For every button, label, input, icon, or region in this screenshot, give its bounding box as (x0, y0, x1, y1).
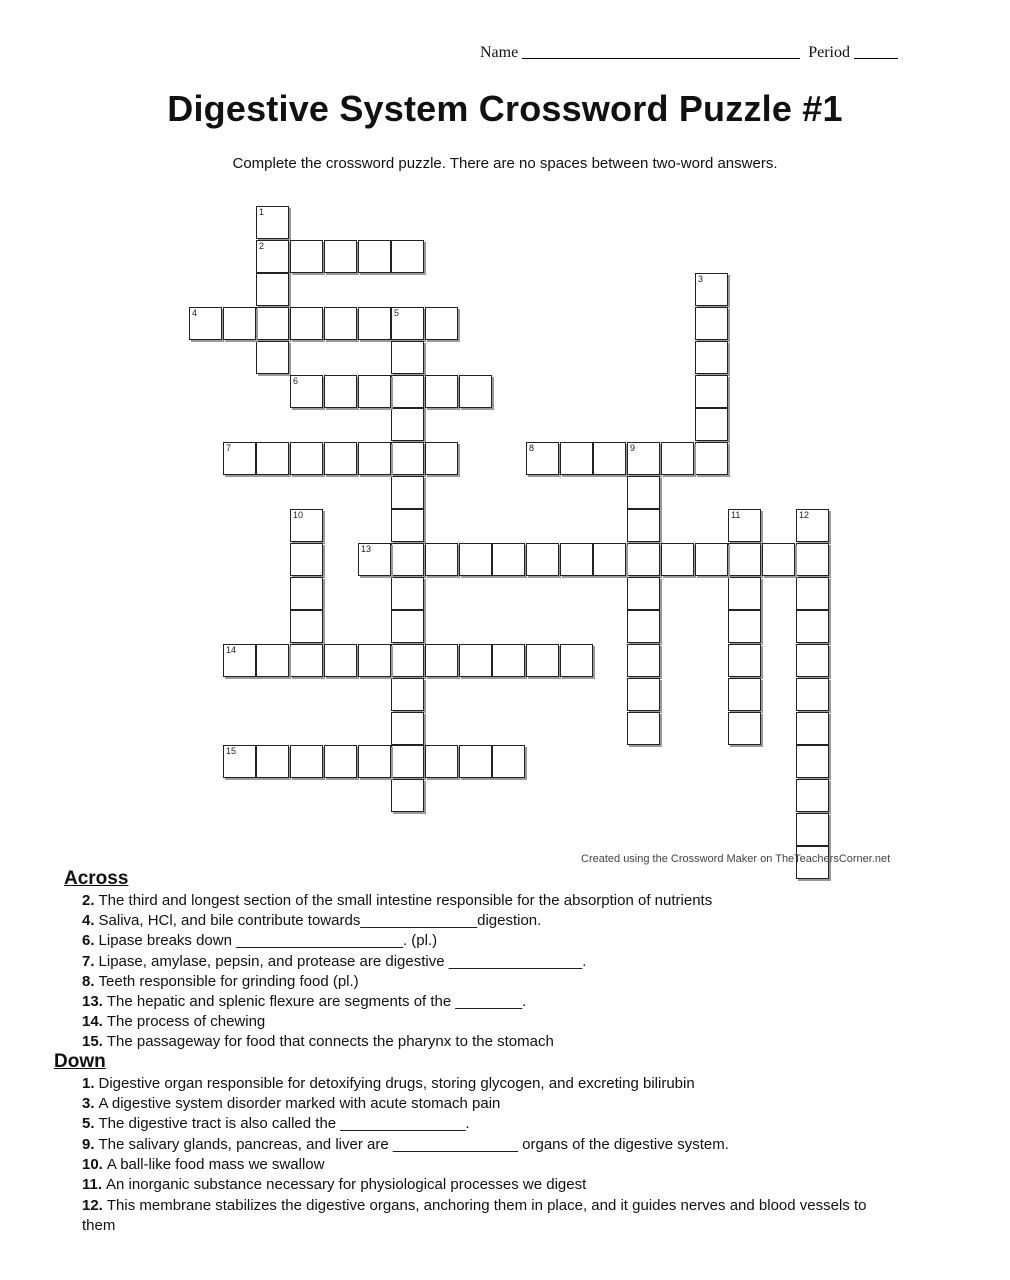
crossword-cell[interactable] (290, 509, 323, 542)
crossword-cell[interactable] (391, 442, 424, 475)
clue-text: A ball-like food mass we swallow (106, 1155, 325, 1173)
crossword-cell[interactable] (290, 577, 323, 610)
crossword-cell[interactable] (728, 678, 761, 711)
clue-text: Lipase, amylase, pepsin, and protease are digestive ________________. (98, 952, 587, 970)
crossword-cell[interactable] (324, 644, 357, 677)
clue-number: 10 (293, 510, 304, 520)
crossword-cell[interactable] (728, 712, 761, 745)
credit-text: Created using the Crossword Maker on TheTeachersCorner.net (581, 853, 891, 865)
crossword-cell[interactable] (627, 678, 660, 711)
crossword-cell[interactable] (796, 712, 829, 745)
clue-number: 15. (82, 1033, 103, 1051)
clue-number: 14 (226, 645, 237, 655)
crossword-cell[interactable] (290, 610, 323, 643)
crossword-cell[interactable] (796, 509, 829, 542)
crossword-cell[interactable] (492, 644, 525, 677)
clue-number: 8. (82, 972, 95, 990)
crossword-cell[interactable] (627, 476, 660, 509)
crossword-cell[interactable] (796, 779, 829, 812)
crossword-cell[interactable] (695, 408, 728, 441)
down-clue (82, 1156, 324, 1173)
clue-number: 12 (799, 510, 810, 520)
crossword-cell[interactable] (796, 644, 829, 677)
crossword-cell[interactable] (695, 442, 728, 475)
crossword-cell[interactable] (526, 442, 559, 475)
crossword-cell[interactable] (492, 745, 525, 778)
crossword-cell[interactable] (256, 442, 289, 475)
period-label: Period (808, 44, 850, 61)
clue-number: 4. (82, 912, 95, 930)
crossword-cell[interactable] (728, 509, 761, 542)
clue-text: A digestive system disorder marked with acute stomach pain (98, 1095, 501, 1113)
instructions: Complete the crossword puzzle. There are no spaces between two-word answers. (232, 155, 778, 172)
crossword-cell[interactable] (391, 779, 424, 812)
clue-number: 7 (226, 443, 232, 453)
crossword-cell[interactable] (526, 543, 559, 576)
crossword-cell[interactable] (391, 476, 424, 509)
down-clue (82, 1095, 500, 1112)
crossword-cell[interactable] (728, 577, 761, 610)
clue-number: 3. (82, 1095, 95, 1113)
crossword-cell[interactable] (796, 745, 829, 778)
clue-number: 14. (82, 1013, 103, 1031)
across-clue (82, 932, 437, 949)
clue-number: 10. (82, 1155, 103, 1173)
crossword-cell[interactable] (425, 307, 458, 340)
clue-number: 7. (82, 952, 95, 970)
crossword-cell[interactable] (627, 610, 660, 643)
crossword-cell[interactable] (560, 543, 593, 576)
clue-number: 12. (82, 1197, 103, 1215)
crossword-cell[interactable] (796, 813, 829, 846)
crossword-cell[interactable] (290, 240, 323, 273)
crossword-cell[interactable] (391, 610, 424, 643)
clue-text: Saliva, HCl, and bile contribute towards______________digestion. (98, 912, 542, 930)
crossword-cell[interactable] (661, 543, 694, 576)
clue-text: Lipase breaks down ____________________. (pl.) (98, 932, 438, 950)
clue-number: 8 (529, 443, 535, 453)
across-clue (82, 953, 586, 970)
clue-number: 5. (82, 1115, 95, 1133)
crossword-cell[interactable] (695, 307, 728, 340)
crossword-cell[interactable] (627, 712, 660, 745)
crossword-cell[interactable] (391, 678, 424, 711)
crossword-cell[interactable] (459, 375, 492, 408)
clue-number: 6. (82, 932, 95, 950)
crossword-cell[interactable] (762, 543, 795, 576)
crossword-cell[interactable] (256, 206, 289, 239)
crossword-cell[interactable] (290, 644, 323, 677)
crossword-cell[interactable] (358, 442, 391, 475)
crossword-cell[interactable] (256, 307, 289, 340)
crossword-cell[interactable] (728, 543, 761, 576)
crossword-cell[interactable] (796, 610, 829, 643)
crossword-cell[interactable] (695, 273, 728, 306)
crossword-cell[interactable] (593, 543, 626, 576)
clue-number: 11. (82, 1176, 103, 1193)
crossword-cell[interactable] (290, 375, 323, 408)
clue-number: 5 (394, 308, 400, 318)
crossword-cell[interactable] (728, 644, 761, 677)
crossword-cell[interactable] (223, 745, 256, 778)
crossword-cell[interactable] (425, 644, 458, 677)
crossword-cell[interactable] (256, 341, 289, 374)
crossword-cell[interactable] (425, 442, 458, 475)
crossword-cell[interactable] (459, 745, 492, 778)
across-clue (82, 1033, 554, 1050)
crossword-cell[interactable] (526, 644, 559, 677)
down-heading: Down (54, 1051, 106, 1072)
down-clue (82, 1075, 695, 1092)
crossword-cell[interactable] (695, 375, 728, 408)
crossword-cell[interactable] (391, 577, 424, 610)
crossword-cell[interactable] (459, 644, 492, 677)
crossword-cell[interactable] (358, 543, 391, 576)
crossword-cell[interactable] (256, 745, 289, 778)
crossword-cell[interactable] (358, 375, 391, 408)
crossword-cell[interactable] (290, 543, 323, 576)
crossword-cell[interactable] (796, 577, 829, 610)
clue-number: 9 (630, 443, 636, 453)
crossword-cell[interactable] (324, 240, 357, 273)
across-heading: Across (64, 868, 129, 889)
clue-number: 2 (259, 241, 265, 251)
crossword-cell[interactable] (290, 307, 323, 340)
crossword-cell[interactable] (627, 543, 660, 576)
crossword-cell[interactable] (391, 408, 424, 441)
clue-number: 1. (82, 1075, 95, 1092)
crossword-cell[interactable] (324, 307, 357, 340)
down-clue (82, 1136, 729, 1153)
clue-number: 13 (361, 544, 372, 554)
clue-text: The digestive tract is also called the _______________. (98, 1115, 470, 1133)
crossword-cell[interactable] (796, 678, 829, 711)
clue-number: 2. (82, 892, 95, 909)
crossword-cell[interactable] (425, 375, 458, 408)
down-clue (82, 1176, 586, 1193)
crossword-cell[interactable] (256, 240, 289, 273)
crossword-cell[interactable] (492, 543, 525, 576)
crossword-cell[interactable] (358, 240, 391, 273)
clue-text: The salivary glands, pancreas, and liver are _______________ organs of the digestive system. (98, 1135, 729, 1153)
clue-number: 9. (82, 1135, 95, 1153)
crossword-cell[interactable] (425, 543, 458, 576)
across-clue (82, 973, 359, 990)
crossword-cell[interactable] (695, 341, 728, 374)
crossword-cell[interactable] (358, 307, 391, 340)
crossword-cell[interactable] (627, 442, 660, 475)
crossword-cell[interactable] (796, 543, 829, 576)
down-clue (82, 1196, 882, 1236)
down-clue (82, 1115, 470, 1132)
clue-text: Teeth responsible for grinding food (pl.) (98, 972, 359, 990)
clue-text: The hepatic and splenic flexure are segments of the ________. (106, 993, 527, 1010)
clue-number: 11 (731, 510, 741, 520)
crossword-cell[interactable] (391, 509, 424, 542)
crossword-cell[interactable] (391, 341, 424, 374)
crossword-cell[interactable] (391, 543, 424, 576)
across-clue (82, 993, 526, 1010)
crossword-cell[interactable] (324, 375, 357, 408)
crossword-cell[interactable] (256, 644, 289, 677)
clue-text: The passageway for food that connects the pharynx to the stomach (106, 1033, 554, 1051)
clue-number: 3 (698, 274, 704, 284)
clue-number: 1 (259, 207, 265, 217)
crossword-cell[interactable] (189, 307, 222, 340)
crossword-cell[interactable] (425, 745, 458, 778)
clue-number: 13. (82, 993, 103, 1010)
crossword-cell[interactable] (593, 442, 626, 475)
crossword-cell[interactable] (695, 543, 728, 576)
crossword-cell[interactable] (223, 307, 256, 340)
name-label: Name (480, 44, 519, 61)
crossword-cell[interactable] (391, 644, 424, 677)
clue-text: An inorganic substance necessary for physiological processes we digest (106, 1176, 587, 1193)
crossword-cell[interactable] (391, 375, 424, 408)
crossword-cell[interactable] (391, 307, 424, 340)
page-title: Digestive System Crossword Puzzle #1 (167, 88, 843, 129)
crossword-cell[interactable] (391, 240, 424, 273)
crossword-cell[interactable] (459, 543, 492, 576)
across-clue (82, 912, 541, 929)
clue-number: 4 (192, 308, 198, 318)
clue-text: Digestive organ responsible for detoxifying drugs, storing glycogen, and excreting bilirubin (98, 1075, 695, 1092)
across-clue (82, 892, 712, 909)
across-clue (82, 1013, 265, 1030)
crossword-cell[interactable] (627, 509, 660, 542)
crossword-cell[interactable] (391, 712, 424, 745)
crossword-cell[interactable] (223, 644, 256, 677)
crossword-cell[interactable] (256, 273, 289, 306)
crossword-cell[interactable] (358, 745, 391, 778)
crossword-cell[interactable] (290, 442, 323, 475)
crossword-cell[interactable] (661, 442, 694, 475)
crossword-cell[interactable] (560, 644, 593, 677)
clue-number: 6 (293, 376, 299, 386)
crossword-cell[interactable] (728, 610, 761, 643)
clue-text: The third and longest section of the small intestine responsible for the absorption of nutrients (98, 892, 713, 909)
crossword-cell[interactable] (290, 745, 323, 778)
crossword-cell[interactable] (324, 745, 357, 778)
clue-text: This membrane stabilizes the digestive organs, anchoring them in place, and it guides nerves and blood vessels to them (82, 1197, 867, 1235)
crossword-cell[interactable] (223, 442, 256, 475)
clue-number: 15 (226, 746, 237, 756)
crossword-cell[interactable] (560, 442, 593, 475)
crossword-cell[interactable] (358, 644, 391, 677)
crossword-cell[interactable] (627, 577, 660, 610)
crossword-cell[interactable] (391, 745, 424, 778)
clue-text: The process of chewing (106, 1013, 266, 1031)
crossword-cell[interactable] (627, 644, 660, 677)
crossword-cell[interactable] (324, 442, 357, 475)
